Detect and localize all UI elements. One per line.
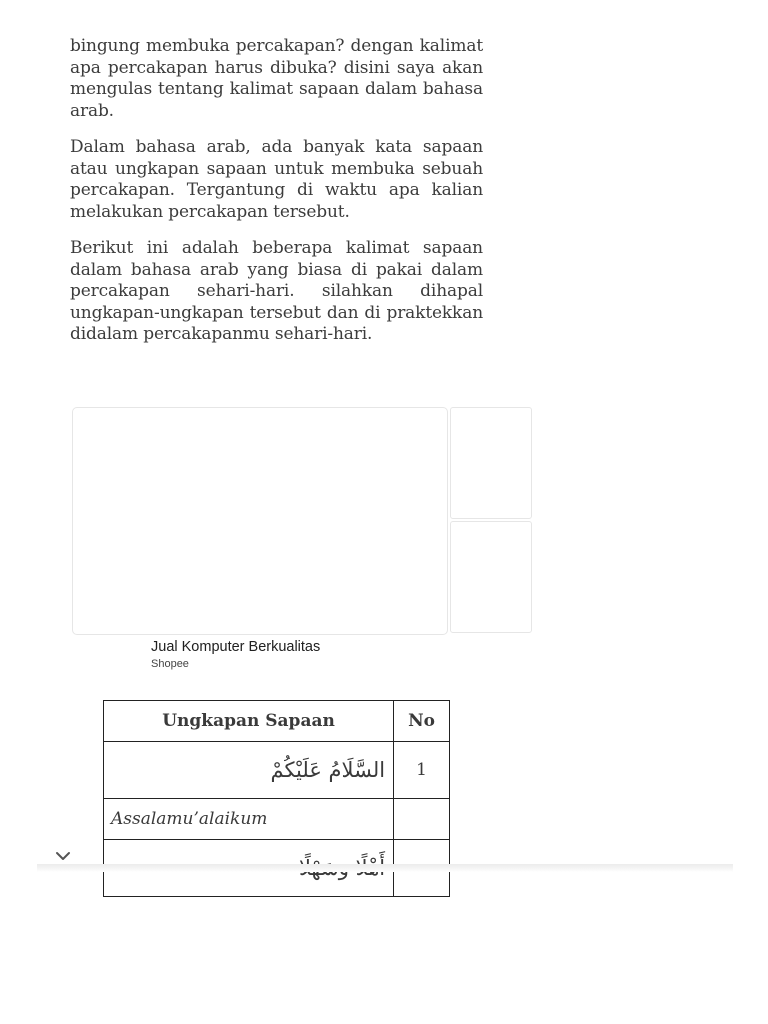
ad-thumbnail[interactable] (450, 407, 532, 519)
row-number (394, 799, 450, 840)
chevron-down-icon[interactable] (53, 846, 73, 866)
table-row (104, 799, 450, 840)
ad-unit[interactable] (72, 407, 518, 670)
header-number: No (394, 701, 450, 742)
latin-transliteration: Assalamu’alaikum (104, 799, 394, 840)
ad-thumbnail[interactable] (450, 521, 532, 633)
article-paragraph: Berikut ini adalah beberapa kalimat sapaan dalam bahasa arab yang biasa di pakai dalam percakapan sehari-hari. silahkan dihapal ungkapan-ungkapan tersebut dan di praktekkan didalam percakapanmu sehari-hari. (70, 238, 483, 344)
article-paragraph: bingung membuka percakapan? dengan kalimat apa percakapan harus dibuka? disini saya akan mengulas tentang kalimat sapaan dalam bahasa arab. (70, 36, 483, 121)
row-number: 1 (394, 742, 450, 799)
header-phrase: Ungkapan Sapaan (104, 701, 394, 742)
table-row (104, 742, 450, 799)
article-paragraph: Dalam bahasa arab, ada banyak kata sapaan atau ungkapan sapaan untuk membuka sebuah percakapan. Tergantung di waktu apa kalian melakukan percakapan tersebut. (70, 137, 483, 222)
arabic-phrase: السَّلَامُ عَلَيْكُمْ (104, 742, 394, 799)
bottom-bar (37, 864, 733, 872)
ad-main-image[interactable] (72, 407, 448, 635)
ad-title[interactable]: Jual Komputer Berkualitas (151, 639, 321, 655)
ad-source: Shopee (151, 658, 189, 670)
table-header-row (104, 701, 450, 742)
article-body (70, 36, 483, 361)
greetings-table-container (103, 700, 450, 866)
